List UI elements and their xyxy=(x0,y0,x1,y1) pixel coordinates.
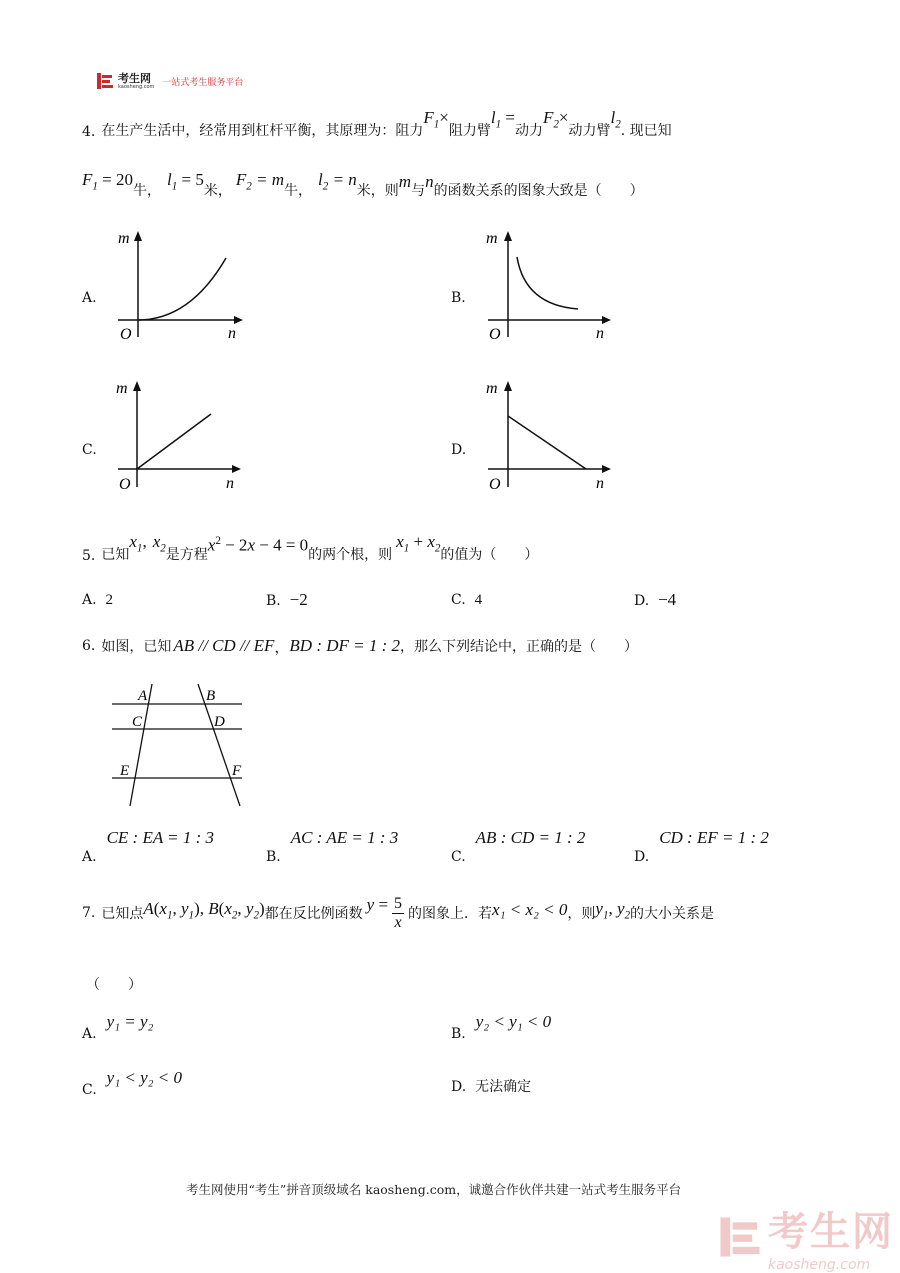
axis-label-n: n xyxy=(226,475,234,492)
q7-option-a[interactable]: A. y₁ = y₂ xyxy=(82,1012,154,1042)
q4-unit-mi2: 米，则 xyxy=(356,183,399,199)
origin-label: O xyxy=(120,326,132,343)
point-label-e: E xyxy=(120,763,130,779)
y-axis-arrow-icon xyxy=(504,231,512,241)
q5-t2: 是方程 xyxy=(165,547,208,563)
q6-t2: ，那么下列结论中，正确的是（ ） xyxy=(400,639,639,655)
q6-option-a[interactable]: A. CE : EA = 1 : 3 xyxy=(82,828,215,865)
q5-x2: $x_2$ xyxy=(152,531,166,554)
q4-power: 动力 xyxy=(514,123,543,139)
q7-t4: ，则 xyxy=(567,906,596,922)
axis-label-n: n xyxy=(596,475,604,492)
q5-option-d[interactable]: D. −4 xyxy=(634,590,677,609)
q4-unit-niu: 牛， xyxy=(133,183,162,199)
q7-y1y2: $y_1$, $y_2$ xyxy=(595,898,631,922)
q4-formula-l2: $l_2$ xyxy=(610,107,621,130)
q7-t2: 都在反比例函数 xyxy=(264,906,363,922)
q5-option-b[interactable]: B. −2 xyxy=(266,590,308,609)
line-proportional xyxy=(137,414,211,469)
curve-parabola xyxy=(138,258,226,320)
q7-option-b[interactable]: B. y₂ < y₁ < 0 xyxy=(451,1012,552,1042)
origin-label: O xyxy=(119,476,131,493)
q4-power-arm: 动力臂 xyxy=(568,123,611,139)
q5-stem xyxy=(82,532,538,564)
q6-t1: 如图，已知 xyxy=(101,639,172,655)
q5-number: 5. xyxy=(82,548,96,564)
q4-unit-niu2: 牛， xyxy=(284,183,313,199)
q7-t1: 已知点 xyxy=(101,906,144,922)
q7-option-c[interactable]: C. y₁ < y₂ < 0 xyxy=(82,1068,183,1098)
footer-text: 考生网使用“考生”拼音顶级域名 kaosheng.com，诚邀合作伙伴共建一站式考生服务平台 xyxy=(186,1182,682,1197)
q7-t3: 的图象上．若 xyxy=(408,906,493,922)
q4-cond-l2: $l_2 = n$ xyxy=(318,169,357,192)
q6-cond2: BD : DF = 1 : 2 xyxy=(289,636,401,655)
q7-fraction: 5 x xyxy=(394,894,403,931)
q4-option-a-label[interactable]: A. xyxy=(82,290,97,306)
x-axis-arrow-icon xyxy=(602,465,611,473)
q7-cond: x₁ < x₂ < 0 xyxy=(492,900,568,919)
q7-points: $A(x_1$, $y_1$), $B(x_2$, $y_2$) xyxy=(143,898,265,922)
axis-label-m: m xyxy=(486,380,498,397)
x-axis-arrow-icon xyxy=(602,316,611,324)
q4-option-b-label[interactable]: B. xyxy=(451,290,466,306)
origin-label: O xyxy=(489,326,501,343)
q4-var-m: m xyxy=(398,172,412,191)
point-label-a: A xyxy=(138,688,148,704)
axis-label-n: n xyxy=(596,325,604,342)
q4-var-n: n xyxy=(425,172,434,191)
logo-slogan: 一站式考生服务平台 xyxy=(162,77,244,88)
y-axis-arrow-icon xyxy=(133,381,141,391)
q4-unit-mi: 米， xyxy=(203,183,232,199)
q4-number: 4. xyxy=(82,124,96,140)
q6-cond1: AB // CD // EF xyxy=(173,636,275,655)
q4-cond-f2: $F_2 = m$ xyxy=(235,169,285,192)
origin-label: O xyxy=(489,476,501,493)
line-decreasing xyxy=(508,416,586,469)
watermark xyxy=(718,1200,894,1273)
q5-t1: 已知 xyxy=(101,547,130,563)
watermark-logo-icon xyxy=(718,1213,762,1261)
curve-hyperbola xyxy=(517,257,578,309)
q7-func-y: y = xyxy=(366,895,389,914)
q4-line2 xyxy=(82,170,644,200)
q4-cond-l1: $l_1 = 5$ xyxy=(167,169,204,192)
q4-option-c-graph xyxy=(110,375,250,500)
q7-stem xyxy=(82,888,714,938)
y-axis-arrow-icon xyxy=(134,231,142,241)
q4-cond-f1: $F_1 = 20$ xyxy=(82,169,134,192)
q7-answer-paren: （ ） xyxy=(86,977,142,993)
q4-option-d-label[interactable]: D. xyxy=(451,442,467,458)
q6-option-b[interactable]: B. AC : AE = 1 : 3 xyxy=(266,828,399,865)
watermark-url: kaosheng.com xyxy=(768,1257,871,1273)
q4-resist-arm: 阻力臂 xyxy=(448,123,491,139)
q5-option-a[interactable]: A. 2 xyxy=(82,592,113,608)
logo-icon xyxy=(96,72,114,90)
x-axis-arrow-icon xyxy=(232,465,241,473)
q7-number: 7. xyxy=(82,905,96,921)
q5-t3: 的两个根，则 xyxy=(308,547,393,563)
axis-label-m: m xyxy=(118,230,130,247)
point-label-c: C xyxy=(132,714,143,730)
q5-option-c[interactable]: C. 4 xyxy=(451,592,483,608)
q4-option-c-label[interactable]: C. xyxy=(82,442,97,458)
q5-equation: $x^2 - 2x - 4 = 0$ xyxy=(207,535,309,555)
x-axis-arrow-icon xyxy=(234,316,243,324)
q6-figure xyxy=(110,680,250,810)
q4-question-end: 的函数关系的图象大致是（ ） xyxy=(433,183,644,199)
q6-stem: 6. 如图，已知 AB // CD // EF ， BD : DF = 1 : 2 ，那么下列结论中，正确的是（ ） xyxy=(82,636,639,656)
q4-line1 xyxy=(82,107,672,140)
q5-x1: $x_1$, xyxy=(129,531,147,554)
q6-option-c[interactable]: C. AB : CD = 1 : 2 xyxy=(451,828,586,865)
point-label-b: B xyxy=(206,688,216,704)
transversal-bdf xyxy=(198,684,240,806)
logo-name: 考生网 xyxy=(118,71,151,85)
logo-url: kaosheng.com xyxy=(118,83,155,90)
header-logo xyxy=(96,72,243,90)
q4-option-d-graph xyxy=(480,375,620,500)
q5-t4: 的值为（ ） xyxy=(440,547,539,563)
q4-option-b-graph xyxy=(480,225,620,350)
q7-t5: 的大小关系是 xyxy=(630,906,715,922)
y-axis-arrow-icon xyxy=(504,381,512,391)
axis-label-m: m xyxy=(116,380,128,397)
q4-known: . 现已知 xyxy=(620,123,672,139)
q4-formula-f1: $F_1\times$ xyxy=(423,107,449,130)
axis-label-m: m xyxy=(486,230,498,247)
point-label-f: F xyxy=(232,763,242,779)
q4-formula-f2: $F_2\times$ xyxy=(542,107,569,130)
q4-intro: 在生产生活中，经常用到杠杆平衡，其原理为：阻力 xyxy=(101,123,424,139)
watermark-name: 考生网 xyxy=(768,1209,894,1255)
q6-option-d[interactable]: D. CD : EF = 1 : 2 xyxy=(634,828,769,865)
axis-label-n: n xyxy=(228,325,236,342)
q4-formula-l1: $l_1$ = xyxy=(490,107,515,130)
q5-sum: $x_1 + x_2$ xyxy=(396,531,441,554)
point-label-d: D xyxy=(214,714,225,730)
q4-word-yu: 与 xyxy=(411,183,426,199)
q4-option-a-graph xyxy=(110,225,250,350)
q6-number: 6. xyxy=(82,638,96,654)
q7-option-d[interactable]: D. 无法确定 xyxy=(451,1079,532,1095)
